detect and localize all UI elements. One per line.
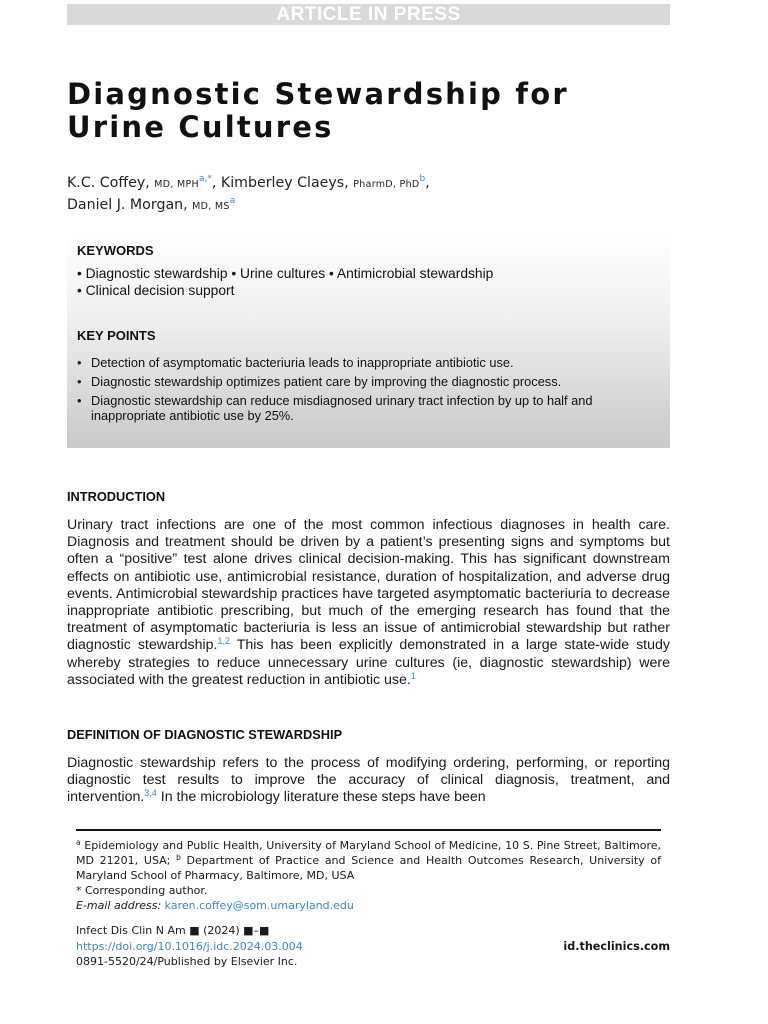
article-in-press-banner: ARTICLE IN PRESS — [67, 4, 670, 25]
issn-publisher: 0891-5520/24/Published by Elsevier Inc. — [76, 955, 298, 968]
paragraph-text: Urinary tract infections are one of the most common infectious diagnoses in health care. Diagnosis and treatment should be driven by a patient’s presenting signs and symptoms but often a “positive” test alone drives clinical decision-making. This has significant downstream effects on antibiotic use, antimicrobial resistance, duration of hospitalization, and adverse drug events. Antimicrobial stewardship practices have targeted asymptomatic bacteriuria to decrease inappropriate antibiotic prescribing, but much of the emerging research has found that the treatment of asymptomatic bacteriuria is less an issue of antimicrobial stewardship but rather diagnostic stewardship. — [67, 517, 670, 654]
author-degrees: MD, MPH — [154, 179, 199, 190]
author-list: K.C. Coffey, MD, $MPH^{a,*}$, Kimberley Claeys, PharmD, PhD$^b$, Daniel J. Morgan, MD, $MS^a$ — [67, 174, 430, 213]
corresponding-author-note: * Corresponding author. — [76, 884, 208, 897]
section-heading-definition: DEFINITION OF DIAGNOSTIC STEWARDSHIP — [67, 727, 343, 742]
title-line-1: Diagnostic Stewardship for — [67, 77, 569, 111]
definition-paragraph — [67, 755, 670, 807]
key-point-item: • Detection of asymptomatic bacteriuria leads to inappropriate antibiotic use. — [77, 355, 662, 370]
affiliation-text: Epidemiology and Public Health, University of Maryland School of Medicine, 10 S. Pine Street, Baltimore, MD 21201, USA; — [76, 839, 661, 867]
article-title — [67, 78, 687, 144]
keywords-line: • Clinical decision support — [77, 283, 235, 298]
paragraph-text: This has been explicitly demonstrated in a large state-wide study whereby strategies to reduce unnecessary urine cultures (ie, diagnostic stewardship) were associated with the greatest reduction in antibiotic use. — [67, 637, 670, 688]
author-degrees: MD, MS — [192, 201, 230, 212]
author-name: Daniel J. Morgan, — [67, 197, 188, 213]
citation-link[interactable]: 1,2 — [217, 636, 231, 647]
keywords-line: • Diagnostic stewardship • Urine cultures • Antimicrobial stewardship — [77, 266, 494, 281]
paragraph-text: In the microbiology literature these steps have been — [156, 789, 486, 806]
journal-citation: Infect Dis Clin N Am ■ (2024) ■–■ — [76, 924, 270, 937]
section-heading-introduction: INTRODUCTION — [67, 489, 166, 504]
title-line-2: Urine Cultures — [67, 110, 334, 144]
key-points-list — [77, 355, 662, 427]
introduction-paragraph — [67, 517, 670, 689]
author-name: Kimberley Claeys, — [220, 175, 349, 191]
author-affiliation-mark[interactable]: a,* — [199, 174, 212, 184]
author-affiliation-mark[interactable]: b — [419, 174, 426, 184]
author-name: K.C. Coffey, — [67, 175, 150, 191]
journal-site-link[interactable]: id.theclinics.com — [563, 939, 670, 953]
affiliations-footnote — [76, 838, 661, 913]
key-point-item: • Diagnostic stewardship optimizes patient care by improving the diagnostic process. — [77, 374, 662, 389]
author-affiliation-mark[interactable]: a — [229, 196, 236, 206]
email-link[interactable]: karen.coffey@som.umaryland.edu — [164, 899, 354, 912]
footnote-divider — [76, 829, 661, 831]
email-label: E-mail address: — [76, 899, 162, 912]
paragraph-text: Diagnostic stewardship refers to the process of modifying ordering, performing, or reporting diagnostic test results to improve the accuracy of clinical diagnosis, treatment, and intervention. — [67, 755, 670, 806]
key-point-item: • Diagnostic stewardship can reduce misdiagnosed urinary tract infection by up to half and inappropriate antibiotic use by 25%. — [77, 393, 662, 423]
journal-info — [76, 923, 670, 970]
keywords-heading: KEYWORDS — [77, 243, 154, 258]
affiliation-mark: b — [176, 853, 181, 862]
citation-link[interactable]: 3,4 — [144, 788, 157, 799]
affiliation-text: Department of Practice and Science and Health Outcomes Research, University of Maryland School of Pharmacy, Baltimore, MD, USA — [76, 854, 661, 882]
doi-link[interactable]: https://doi.org/10.1016/j.idc.2024.03.004 — [76, 939, 303, 953]
key-points-heading: KEY POINTS — [77, 328, 156, 343]
citation-link[interactable]: 1 — [410, 670, 416, 681]
keywords-keypoints-box — [67, 233, 670, 448]
author-degrees: PharmD, PhD — [353, 179, 420, 190]
affiliation-mark: a — [76, 838, 81, 847]
